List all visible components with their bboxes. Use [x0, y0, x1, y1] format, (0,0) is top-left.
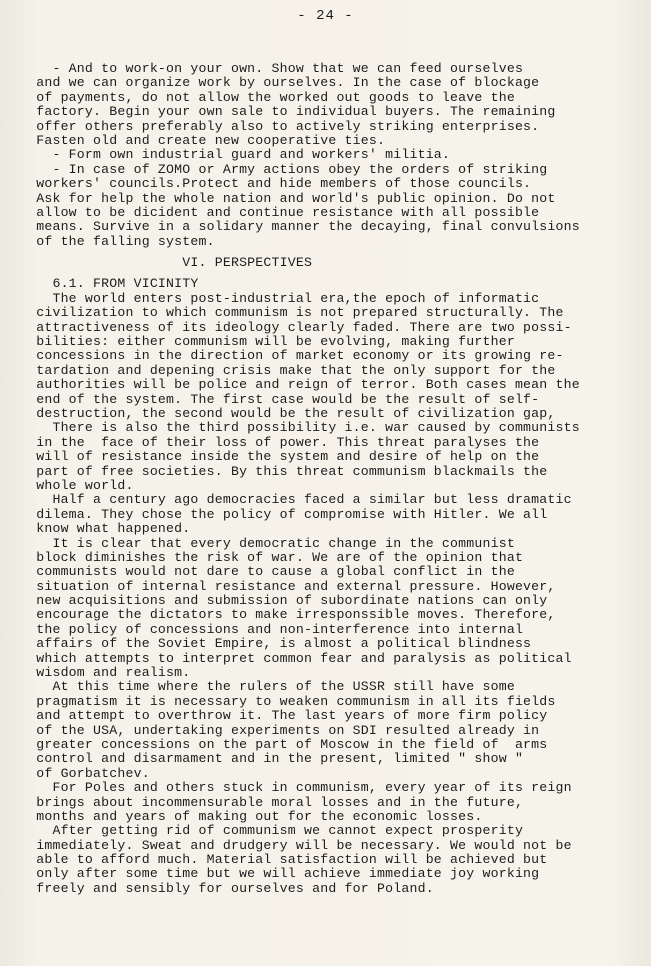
text-line: which attempts to interpret common fear and paralysis as political — [20, 650, 572, 666]
text-line: the policy of concessions and non-interference into internal — [20, 621, 524, 637]
text-line: attractiveness of its ideology clearly faded. There are two possi- — [20, 319, 572, 335]
text-line: end of the system. The first case would be the result of self- — [20, 391, 540, 407]
text-line: block diminishes the risk of war. We are of the opinion that — [20, 549, 524, 565]
text-line: - And to work-on your own. Show that we can feed ourselves — [20, 61, 524, 76]
text-line: part of free societies. By this threat communism blackmails the — [20, 463, 548, 479]
text-line: Fasten old and create new cooperative ties. — [20, 132, 386, 148]
text-line: At this time where the rulers of the USSR still have some — [20, 679, 515, 695]
text-line: affairs of the Soviet Empire, is almost a political blindness — [20, 636, 532, 652]
text-line: tardation and depening crisis make that the only support for the — [20, 362, 556, 378]
text-line: immediately. Sweat and drudgery will be necessary. We would not be — [20, 837, 572, 853]
text-line: freely and sensibly for ourselves and for Poland. — [20, 880, 434, 896]
text-line: It is clear that every democratic change in the communist — [20, 535, 515, 551]
text-line: 6.1. FROM VICINITY — [20, 276, 199, 292]
text-line: and attempt to overthrow it. The last years of more firm policy — [20, 708, 548, 724]
text-line: months and years of making out for the economic losses. — [20, 808, 483, 824]
text-line: dilema. They chose the policy of compromise with Hitler. We all — [20, 506, 548, 522]
text-line: new acquisitions and submission of subordinate nations can only — [20, 593, 548, 609]
text-line: wisdom and realism. — [20, 665, 191, 681]
text-line: of the falling system. — [20, 233, 215, 249]
text-line: factory. Begin your own sale to individual buyers. The remaining — [20, 104, 556, 120]
text-line: will of resistance inside the system and desire of help on the — [20, 449, 540, 465]
text-line: The world enters post-industrial era,the epoch of informatic — [20, 290, 540, 306]
text-line: and we can organize work by ourselves. In the case of blockage — [20, 75, 540, 91]
text-line: Half a century ago democracies faced a similar but less dramatic — [20, 492, 572, 508]
text-line: bilities: either communism will be evolving, making further — [20, 334, 515, 350]
text-line: - Form own industrial guard and workers' militia. — [20, 147, 451, 163]
text-line: communists would not dare to cause a global conflict in the — [20, 564, 515, 580]
text-line: destruction, the second would be the result of civilization gap, — [20, 405, 556, 421]
text-line: pragmatism it is necessary to weaken communism in all its fields — [20, 693, 556, 709]
text-line: authorities will be police and reign of terror. Both cases mean the — [20, 377, 580, 393]
text-line: in the face of their loss of power. This threat paralyses the — [20, 434, 540, 450]
text-line: allow to be dicident and continue resistance with all possible — [20, 204, 540, 220]
text-line: offer others preferably also to actively striking enterprises. — [20, 118, 540, 134]
text-line: control and disarmament and in the present, limited " show " — [20, 751, 524, 767]
text-line: situation of internal resistance and external pressure. However, — [20, 578, 556, 594]
text-line: There is also the third possibility i.e. war caused by communists — [20, 420, 580, 436]
text-line: Ask for help the whole nation and world's public opinion. Do not — [20, 190, 556, 206]
text-line: know what happened. — [20, 521, 191, 537]
text-line: of the USA, undertaking experiments on SDI resulted already in — [20, 722, 540, 738]
document-body — [20, 62, 630, 896]
text-line: After getting rid of communism we cannot expect prosperity — [20, 823, 524, 839]
text-line: greater concessions on the part of Moscow in the field of arms — [20, 736, 548, 752]
text-line: For Poles and others stuck in communism, every year of its reign — [20, 780, 572, 796]
text-line: VI. PERSPECTIVES — [20, 255, 313, 271]
text-line: workers' councils.Protect and hide members of those councils. — [20, 176, 532, 192]
text-line: means. Survive in a solidary manner the decaying, final convulsions — [20, 219, 580, 235]
page-number: - 24 - — [297, 8, 354, 24]
text-line: whole world. — [20, 477, 134, 493]
text-line: concessions in the direction of market economy or its growing re- — [20, 348, 564, 364]
text-line: civilization to which communism is not prepared structurally. The — [20, 305, 564, 321]
text-line: - In case of ZOMO or Army actions obey the orders of striking — [20, 161, 548, 177]
text-line: of Gorbatchev. — [20, 765, 150, 781]
text-line: brings about incommensurable moral losses and in the future, — [20, 794, 524, 810]
text-line: encourage the dictators to make irresponssible moves. Therefore, — [20, 607, 556, 623]
text-line: only after some time but we will achieve immediate joy working — [20, 866, 540, 882]
text-line: of payments, do not allow the worked out goods to leave the — [20, 89, 515, 105]
text-line: able to afford much. Material satisfaction will be achieved but — [20, 852, 548, 868]
